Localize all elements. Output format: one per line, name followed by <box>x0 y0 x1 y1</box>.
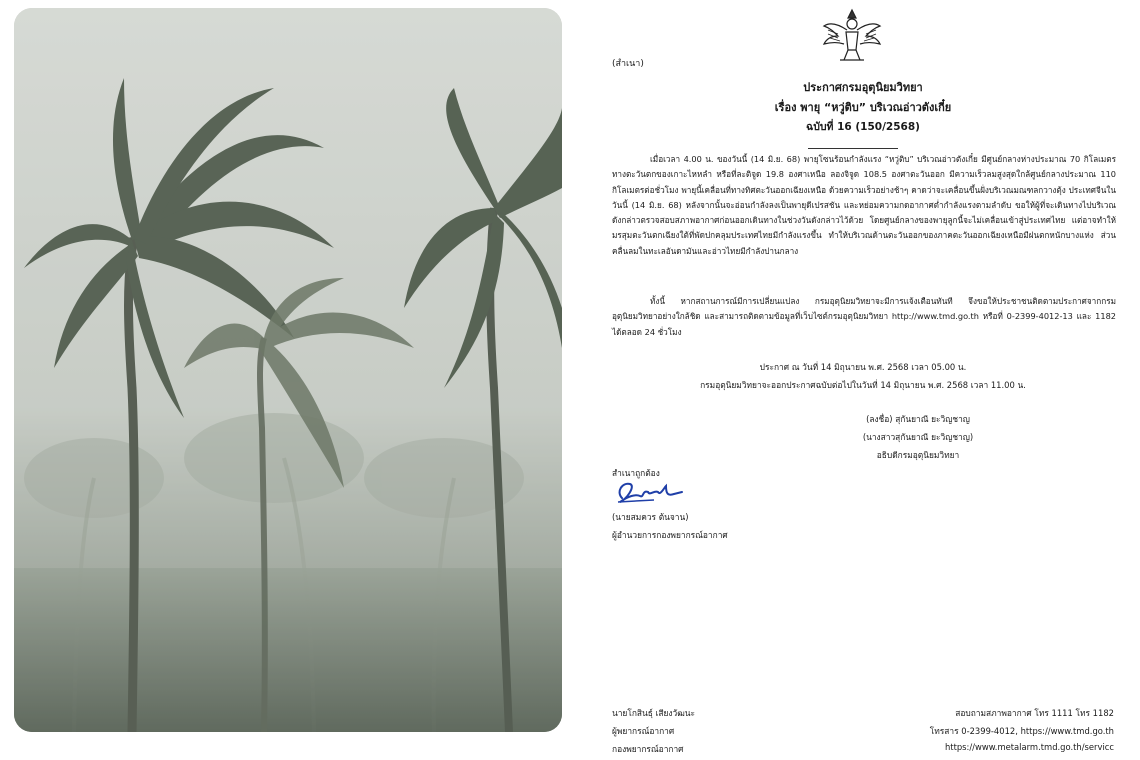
next-issue-notice: กรมอุตุนิยมวิทยาจะออกประกาศฉบับต่อไปในวันที่ 14 มิถุนายน พ.ศ. 2568 เวลา 11.00 น. <box>700 380 1026 390</box>
announcement-date: ประกาศ ณ วันที่ 14 มิถุนายน พ.ศ. 2568 เวลา 05.00 น. <box>759 362 967 372</box>
storm-photo <box>14 8 562 732</box>
signer-name: (นางสาวสุกันยาณี ยะวิญชาญ) <box>862 432 974 442</box>
footer-left-line-1: นายโกสินธุ์ เสียงวัฒนะ <box>612 708 695 718</box>
title-divider <box>808 148 898 149</box>
announcement-subject: เรื่อง พายุ “หวู่ติบ” บริเวณอ่าวตังเกี๋ย <box>774 101 952 114</box>
footer-right-line-1: สอบถามสภาพอากาศ โทร 1111 โทร 1182 <box>955 708 1114 718</box>
footer-right-line-2: โทรสาร 0-2399-4012, https://www.tmd.go.th <box>929 726 1114 736</box>
copy-label: (สำเนา) <box>612 59 644 69</box>
certifier-title: ผู้อำนวยการกองพยากรณ์อากาศ <box>612 530 728 540</box>
weather-announcement-document <box>586 0 1140 760</box>
announcement-title: ประกาศกรมอุตุนิยมวิทยา <box>803 81 923 94</box>
footer-right-line-3: https://www.metalarm.tmd.go.th/servicc <box>944 742 1114 752</box>
footer-left-line-2: ผู้พยากรณ์อากาศ <box>612 726 675 736</box>
signer-title: อธิบดีกรมอุตุนิยมวิทยา <box>876 450 960 460</box>
announcement-paragraph-2: ทั้งนี้ หากสถานการณ์มีการเปลี่ยนแปลง กรมอุตุนิยมวิทยาจะมีการแจ้งเตือนทันที จึงขอให้ประชาชนติดตามประกาศจากกรมอุตุนิยมวิทยาอย่างใกล้ชิด และสามารถติดตามข้อมูลที่เว็บไซต์กรมอุตุนิยมวิทยา http://www.tmd.go.th หรือที่ 0-2399-4012-13 และ 1182 ได้ตลอด 24 ชั่วโมง <box>612 296 1116 337</box>
certified-copy-label: สำเนาถูกต้อง <box>612 468 660 478</box>
palm-trees-in-storm-image <box>14 8 562 732</box>
announcement-paragraph-1: เมื่อเวลา 4.00 น. ของวันนี้ (14 มิ.ย. 68) พายุโซนร้อนกำลังแรง “หวู่ติบ” บริเวณอ่าวตังเกี๋ย มีศูนย์กลางห่างประมาณ 70 กิโลเมตร ทางตะวันตกของเกาะไหหลำ หรือที่ละติจูด 19.8 องศาเหนือ ลองจิจูด 108.5 องศาตะวันออก มีความเร็วลมสูงสุดใกล้ศูนย์กลางประมาณ 110 กิโลเมตรต่อชั่วโมง พายุนี้เคลื่อนที่ทางทิศตะวันออกเฉียงเหนือ ด้วยความเร็วอย่างช้าๆ คาดว่าจะเคลื่อนขึ้นฝั่งบริเวณมณฑลกวางตุ้ง ประเทศจีนในวันนี้ (14 มิ.ย. 68) หลังจากนั้นจะอ่อนกำลังลงเป็นพายุดีเปรสชัน และหย่อมความกดอากาศต่ำกำลังแรงตามลำดับ ขอให้ผู้ที่จะเดินทางไปบริเวณดังกล่าวตรวจสอบสภาพอากาศก่อนออกเดินทางในช่วงวันดังกล่าวไว้ด้วย โดยศูนย์กลางของพายุลูกนี้จะไม่เคลื่อนเข้าสู่ประเทศไทย แต่อาจทำให้มรสุมตะวันตกเฉียงใต้ที่พัดปกคลุมประเทศไทยมีกำลังแรงขึ้น ทำให้บริเวณด้านตะวันออกของภาคตะวันออกเฉียงเหนือมีฝนตกหนักบางแห่ง ส่วนคลื่นลมในทะเลอันดามันและอ่าวไทยมีกำลังปานกลาง <box>612 154 1116 256</box>
garuda-emblem-icon <box>820 4 884 66</box>
signed-line: (ลงชื่อ) สุกันยาณี ยะวิญชาญ <box>866 414 970 424</box>
handwritten-signature <box>614 478 686 506</box>
certifier-name: (นายสมควร ต้นจาน) <box>612 512 689 522</box>
footer-left-line-3: กองพยากรณ์อากาศ <box>612 744 684 754</box>
announcement-issue-number: ฉบับที่ 16 (150/2568) <box>806 121 920 133</box>
